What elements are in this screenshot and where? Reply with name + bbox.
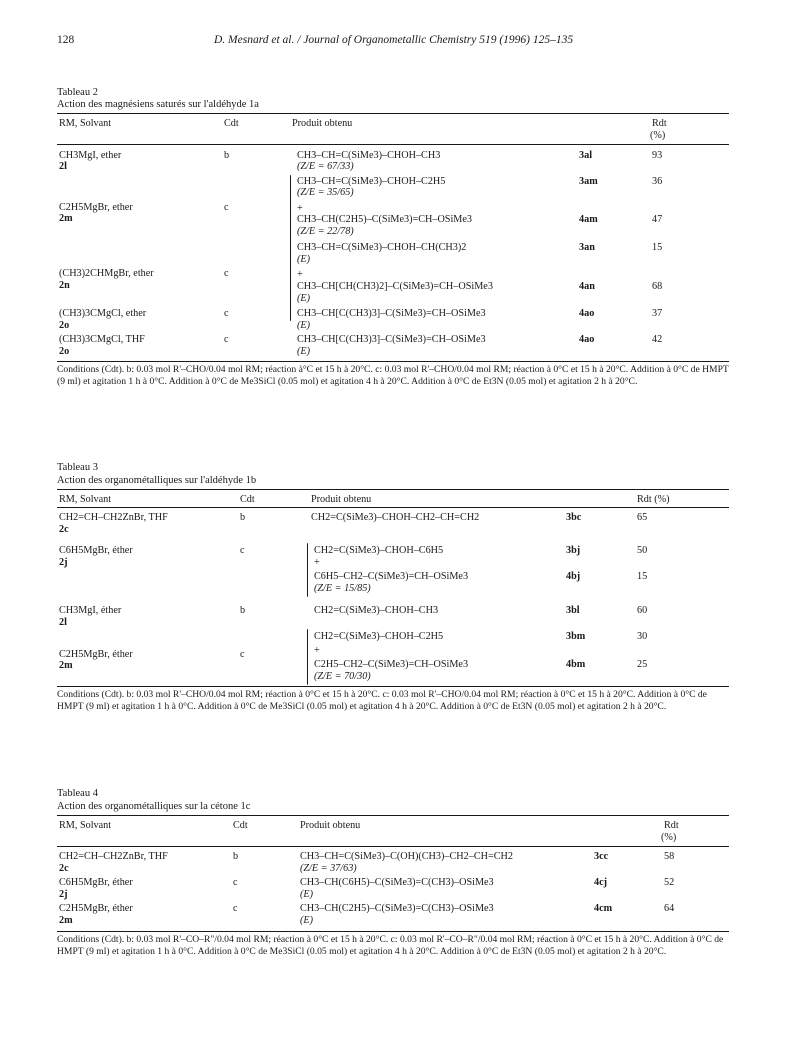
table-cell-rm-code: 2c: [59, 524, 69, 535]
table-cell-product-note: (E): [300, 915, 314, 926]
table-cell-yield: 25: [637, 659, 648, 670]
col-header-product: Produit obtenu: [311, 494, 372, 505]
table-cell-cdt: b: [240, 512, 246, 523]
plus-sign: +: [314, 557, 320, 568]
table-label: Tableau 4: [57, 788, 98, 799]
product-brace: [307, 629, 308, 685]
table-cell-rm: CH2=CH–CH2ZnBr, THF: [59, 512, 168, 523]
table-cell-rm-code: 2n: [59, 280, 70, 291]
table-cell-code: 4ao: [579, 334, 595, 345]
header-rule: [57, 507, 729, 508]
table-cell-product-note: (E): [297, 346, 311, 357]
table-cell-code: 3bj: [566, 545, 581, 556]
table-cell-cdt: c: [224, 268, 229, 279]
table-label: Tableau 3: [57, 462, 98, 473]
table-cell-rm-code: 2m: [59, 915, 73, 926]
table-cell-rm: (CH3)2CHMgBr, ether: [59, 268, 154, 279]
table-cell-rm-code: 2l: [59, 161, 67, 172]
table-cell-product-note: (E): [297, 254, 311, 265]
table-cell-product: CH2=C(SiMe3)–CHOH–CH3: [314, 605, 439, 616]
table-cell-rm: C2H5MgBr, éther: [59, 903, 133, 914]
table-cell-product: CH3–CH(C6H5)–C(SiMe3)=C(CH3)–OSiMe3: [300, 877, 494, 888]
table-cell-product: CH3–CH[C(CH3)3]–C(SiMe3)=CH–OSiMe3: [297, 334, 486, 345]
table-cell-product: C6H5–CH2–C(SiMe3)=CH–OSiMe3: [314, 571, 469, 582]
table-cell-yield: 42: [652, 334, 663, 345]
table-cell-cdt: c: [233, 903, 238, 914]
table-cell-rm-code: 2l: [59, 617, 67, 628]
table-cell-cdt: b: [224, 150, 230, 161]
table-cell-yield: 30: [637, 631, 648, 642]
col-header-rm: RM, Solvant: [59, 118, 112, 129]
col-header-yield: Rdt: [652, 118, 667, 129]
product-brace: [290, 241, 291, 321]
table-cell-rm-code: 2m: [59, 213, 73, 224]
table-cell-rm: (CH3)3CMgCl, THF: [59, 334, 145, 345]
col-header-rm: RM, Solvant: [59, 820, 112, 831]
col-header-yield: Rdt (%): [637, 494, 670, 505]
table-title: Action des organométalliques sur l'aldéhyde 1b: [57, 475, 257, 486]
plus-sign: +: [297, 269, 303, 280]
table-cell-cdt: c: [233, 877, 238, 888]
table-cell-yield: 36: [652, 176, 663, 187]
table-cell-rm: (CH3)3CMgCl, ether: [59, 308, 147, 319]
table-cell-rm-code: 2m: [59, 660, 73, 671]
col-header-rm: RM, Solvant: [59, 494, 112, 505]
table-cell-rm-code: 2o: [59, 346, 70, 357]
product-brace: [307, 543, 308, 597]
table-cell-rm: CH2=CH–CH2ZnBr, THF: [59, 851, 168, 862]
table-cell-code: 4ao: [579, 308, 595, 319]
bottom-rule: [57, 931, 729, 932]
table-cell-cdt: c: [224, 202, 229, 213]
table-cell-code: 3bc: [566, 512, 582, 523]
page-number: 128: [57, 34, 75, 46]
table-cell-rm: C2H5MgBr, éther: [59, 649, 133, 660]
table-cell-product: CH2=C(SiMe3)–CHOH–C6H5: [314, 545, 444, 556]
running-title: D. Mesnard et al. / Journal of Organometallic Chemistry 519 (1996) 125–135: [214, 34, 574, 46]
table-cell-product: CH2=C(SiMe3)–CHOH–CH2–CH=CH2: [311, 512, 480, 523]
table-cell-product-note: (Z/E = 35/65): [297, 187, 354, 198]
table-cell-product: CH3–CH=C(SiMe3)–CHOH–CH3: [297, 150, 441, 161]
header-rule: [57, 846, 729, 847]
table-cell-yield: 52: [664, 877, 675, 888]
table-cell-code: 4an: [579, 281, 595, 292]
table-footnote: Conditions (Cdt). b: 0.03 mol R'–CHO/0.04 mol RM; réaction à 0°C et 15 h à 20°C. c: 0.03 mol R'–CHO/0.04 mol RM; réaction à 0°C et 15 h à 20°C. Addition à 0°C de HMPT (9 ml) et agitation 1 h à 0°C. Addition à 0°C de Me3SiCl (0.05 mol) et agitation 4 h à 20°C. Addition à 0°C de Et3N (0.05 mol) et agitation 2 h à 20°C.: [57, 689, 707, 712]
plus-sign: +: [297, 203, 303, 214]
table-cell-code: 3am: [579, 176, 598, 187]
table-cell-code: 4bj: [566, 571, 581, 582]
table-cell-yield: 15: [652, 242, 663, 253]
table-cell-rm: C2H5MgBr, ether: [59, 202, 133, 213]
table-cell-cdt: c: [224, 308, 229, 319]
table-cell-code: 3an: [579, 242, 595, 253]
top-rule: [57, 489, 729, 490]
table-cell-code: 4am: [579, 214, 598, 225]
table-cell-product-note: (Z/E = 37/63): [300, 863, 357, 874]
table-cell-code: 3bm: [566, 631, 586, 642]
table-cell-code: 4bm: [566, 659, 586, 670]
table-label: Tableau 2: [57, 87, 98, 98]
table-cell-yield: 58: [664, 851, 675, 862]
table-cell-yield: 47: [652, 214, 663, 225]
table-cell-product-note: (Z/E = 67/33): [297, 161, 354, 172]
table-cell-product: CH3–CH=C(SiMe3)–CHOH–CH(CH3)2: [297, 242, 467, 253]
table-cell-yield: 64: [664, 903, 675, 914]
bottom-rule: [57, 686, 729, 687]
table-cell-product: CH3–CH[C(CH3)3]–C(SiMe3)=CH–OSiMe3: [297, 308, 486, 319]
table-cell-yield: 50: [637, 545, 648, 556]
table-cell-product: CH3–CH[CH(CH3)2]–C(SiMe3)=CH–OSiMe3: [297, 281, 493, 292]
table-cell-rm-code: 2c: [59, 863, 69, 874]
table-cell-product: C2H5–CH2–C(SiMe3)=CH–OSiMe3: [314, 659, 469, 670]
table-cell-product-note: (Z/E = 22/78): [297, 226, 354, 237]
col-header-yield: Rdt: [664, 820, 679, 831]
table-cell-rm-code: 2j: [59, 889, 68, 900]
table-cell-rm-code: 2j: [59, 557, 68, 568]
table-cell-product: CH3–CH(C2H5)–C(SiMe3)=C(CH3)–OSiMe3: [300, 903, 494, 914]
table-cell-rm: C6H5MgBr, éther: [59, 877, 133, 888]
table-cell-cdt: c: [240, 649, 245, 660]
table-cell-product-note: (E): [297, 320, 311, 331]
table-cell-product-note: (Z/E = 15/85): [314, 583, 371, 594]
table-cell-cdt: c: [240, 545, 245, 556]
col-header-cdt: Cdt: [240, 494, 255, 505]
table-cell-yield: 60: [637, 605, 648, 616]
col-header-yield-unit: (%): [650, 130, 666, 141]
plus-sign: +: [314, 645, 320, 656]
top-rule: [57, 815, 729, 816]
table-cell-code: 4cj: [594, 877, 608, 888]
col-header-product: Produit obtenu: [300, 820, 361, 831]
table-cell-code: 3al: [579, 150, 593, 161]
table-cell-product: CH3–CH=C(SiMe3)–C(OH)(CH3)–CH2–CH=CH2: [300, 851, 513, 862]
table-title: Action des magnésiens saturés sur l'aldéhyde 1a: [57, 99, 259, 110]
table-cell-code: 4cm: [594, 903, 613, 914]
table-cell-yield: 65: [637, 512, 648, 523]
table-cell-cdt: c: [224, 334, 229, 345]
table-cell-yield: 15: [637, 571, 648, 582]
table-footnote: Conditions (Cdt). b: 0.03 mol R'–CO–R"/0.04 mol RM; réaction à 0°C et 15 h à 20°C. c: 0.03 mol R'–CO–R"/0.04 mol RM; réaction à 0°C et 15 h à 20°C. Addition à 0°C de HMPT (9 ml) et agitation 1 h à 0°C. Addition à 0°C de Me3SiCl (0.05 mol) et agitation 4 h à 20°C. Addition à 0°C de Et3N (0.05 mol) et agitation 2 h à 20°C.: [57, 934, 724, 957]
table-cell-cdt: b: [233, 851, 239, 862]
table-cell-product-note: (Z/E = 70/30): [314, 671, 371, 682]
table-cell-yield: 37: [652, 308, 663, 319]
table-cell-rm: C6H5MgBr, éther: [59, 545, 133, 556]
table-cell-yield: 93: [652, 150, 663, 161]
table-cell-product-note: (E): [297, 293, 311, 304]
top-rule: [57, 113, 729, 114]
table-cell-product: CH3–CH=C(SiMe3)–CHOH–C2H5: [297, 176, 446, 187]
header-rule: [57, 144, 729, 145]
table-cell-product: CH2=C(SiMe3)–CHOH–C2H5: [314, 631, 444, 642]
table-cell-code: 3cc: [594, 851, 609, 862]
col-header-product: Produit obtenu: [292, 118, 353, 129]
col-header-cdt: Cdt: [224, 118, 239, 129]
table-cell-cdt: b: [240, 605, 246, 616]
table-footnote: Conditions (Cdt). b: 0.03 mol R'–CHO/0.04 mol RM; réaction à°C et 15 h à 20°C. c: 0.03 mol R'–CHO/0.04 mol RM; réaction à 0°C et 15 h à 20°C. Addition à 0°C de HMPT (9 ml) et agitation 1 h à 0°C. Addition à 0°C de Me3SiCl (0.05 mol) et agitation 4 h à 20°C. Addition à 0°C de Et3N (0.05 mol) et agitation 2 h à 20°C.: [57, 364, 729, 387]
col-header-yield-unit: (%): [661, 832, 677, 843]
table-cell-product-note: (E): [300, 889, 314, 900]
table-cell-product: CH3–CH(C2H5)–C(SiMe3)=CH–OSiMe3: [297, 214, 472, 225]
bottom-rule: [57, 361, 729, 362]
col-header-cdt: Cdt: [233, 820, 248, 831]
table-cell-code: 3bl: [566, 605, 580, 616]
table-cell-rm: CH3MgI, éther: [59, 605, 122, 616]
table-cell-yield: 68: [652, 281, 663, 292]
table-cell-rm: CH3MgI, ether: [59, 150, 122, 161]
table-cell-rm-code: 2o: [59, 320, 70, 331]
table-title: Action des organométalliques sur la cétone 1c: [57, 801, 251, 812]
